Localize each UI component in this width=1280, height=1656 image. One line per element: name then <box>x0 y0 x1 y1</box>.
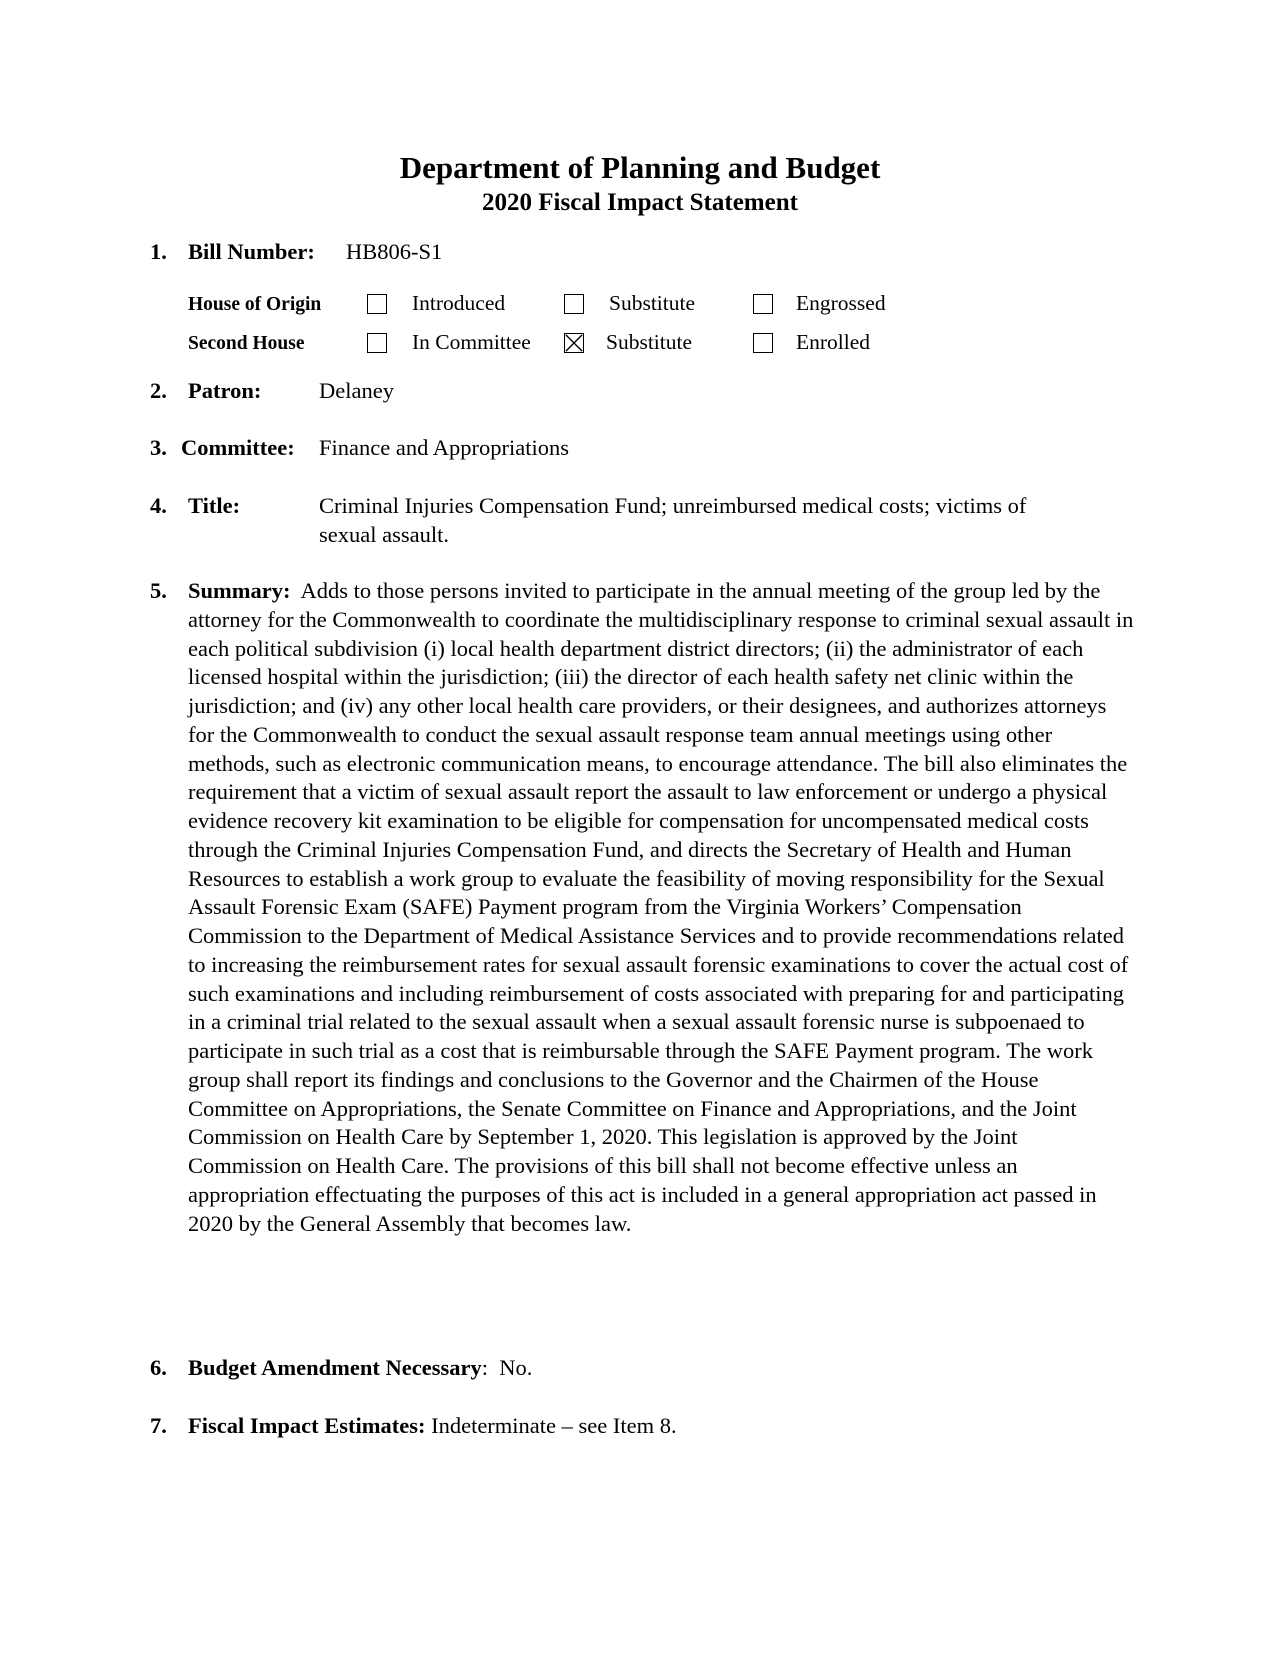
budget-amendment-value: No. <box>499 1355 533 1380</box>
option-enrolled-label: Enrolled <box>796 330 871 354</box>
budget-amendment-label: Budget Amendment Necessary <box>188 1355 482 1380</box>
title-label: Title: <box>188 493 241 518</box>
checkbox-enrolled[interactable] <box>753 333 773 353</box>
option-introduced-label: Introduced <box>412 291 506 315</box>
checkbox-introduced[interactable] <box>367 294 387 314</box>
option-origin-substitute-label: Substitute <box>609 291 696 315</box>
checkbox-origin-substitute[interactable] <box>564 294 584 314</box>
checkbox-second-substitute[interactable] <box>564 333 584 353</box>
committee-label: Committee: <box>181 435 295 460</box>
option-engrossed-label: Engrossed <box>796 291 886 315</box>
item-number-2: 2. <box>150 378 167 403</box>
statement-heading: 2020 Fiscal Impact Statement <box>482 189 798 216</box>
checked-x-icon <box>565 334 583 352</box>
patron-value: Delaney <box>319 378 394 403</box>
budget-amendment-colon: : <box>481 1355 488 1380</box>
patron-label: Patron: <box>188 378 262 403</box>
title-value-line2: sexual assault. <box>319 522 449 547</box>
checkbox-in-committee[interactable] <box>367 333 387 353</box>
fiscal-impact-line <box>188 1412 677 1440</box>
second-house-label: Second House <box>188 333 305 354</box>
summary-text: Adds to those persons invited to participate in the annual meeting of the group led by the attorney for the Commonwealth to coordinate the multidisciplinary response to criminal sexual assault in each political subdivision (i) local health department district directors; (ii) the administrator of each licensed hospital within the jurisdiction; (iii) the director of each health safety net clinic within the jurisdiction; and (iv) any other local health care providers, or their designees, and authorizes attorneys for the Commonwealth to conduct the sexual assault response team annual meetings using other methods, such as electronic communication means, to encourage attendance. The bill also eliminates the requirement that a victim of sexual assault report the assault to law enforcement or undergo a physical evidence recovery kit examination to be eligible for compensation for uncompensated medical costs through the Criminal Injuries Compensation Fund, and directs the Secretary of Health and Human Resources to establish a work group to evaluate the feasibility of moving responsibility for the Sexual Assault Forensic Exam (SAFE) Payment program from the Virginia Workers’ Compensation Commission to the Department of Medical Assistance Services and to provide recommendations related to increasing the reimbursement rates for sexual assault forensic examinations to cover the actual cost of such examinations and including reimbursement of costs associated with preparing for and participating in a criminal trial related to the sexual assault when a sexual assault forensic nurse is subpoenaed to participate in such trial as a cost that is reimbursable through the SAFE Payment program. The work group shall report its findings and conclusions to the Governor and the Chairmen of the House Committee on Appropriations, the Senate Committee on Finance and Appropriations, and the Joint Commission on Health Care by September 1, 2020. This legislation is approved by the Joint Commission on Health Care. The provisions of this bill shall not become effective unless an appropriation effectuating the purposes of this act is included in a general appropriation act passed in 2020 by the General Assembly that becomes law. <box>188 578 1134 1236</box>
item-number-1: 1. <box>150 239 167 264</box>
item-number-4: 4. <box>150 493 167 518</box>
option-in-committee-label: In Committee <box>412 330 531 354</box>
bill-number-value: HB806-S1 <box>346 239 443 264</box>
budget-amendment-line <box>188 1354 532 1382</box>
department-heading: Department of Planning and Budget <box>399 150 881 185</box>
title-value-line1: Criminal Injuries Compensation Fund; unreimbursed medical costs; victims of <box>319 493 1027 518</box>
checkbox-engrossed[interactable] <box>753 294 773 314</box>
summary-label: Summary: <box>188 578 291 603</box>
house-of-origin-label: House of Origin <box>188 294 322 315</box>
summary-paragraph <box>188 577 1136 1238</box>
fiscal-impact-value: Indeterminate – see Item 8. <box>431 1413 677 1438</box>
item-number-7: 7. <box>150 1413 167 1438</box>
item-number-5: 5. <box>150 578 167 603</box>
bill-number-label: Bill Number: <box>188 239 315 264</box>
fiscal-impact-label: Fiscal Impact Estimates: <box>188 1413 426 1438</box>
committee-value: Finance and Appropriations <box>319 435 569 460</box>
item-number-6: 6. <box>150 1355 167 1380</box>
option-second-substitute-label: Substitute <box>606 330 693 354</box>
item-number-3: 3. <box>150 435 167 460</box>
